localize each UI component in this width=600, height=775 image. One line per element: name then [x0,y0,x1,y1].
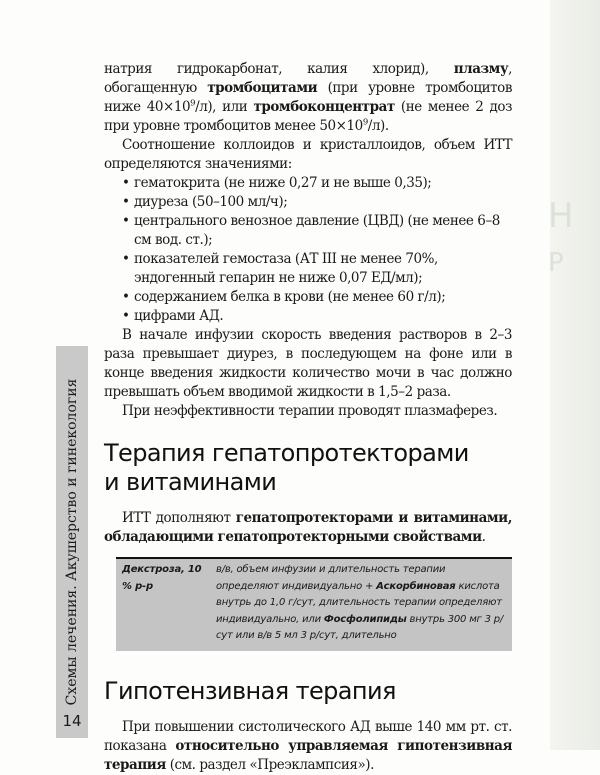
page-content [104,60,512,775]
list-item: • центрального венозное давление (ЦВД) (не менее 6–8 см вод. ст.); [104,212,512,250]
plasmapheresis-paragraph: При неэффективности терапии проводят плазмаферез. [122,403,498,419]
ratio-paragraph: Соотношение коллоидов и кристаллоидов, объем ИТТ определяются значениями: [104,137,512,172]
hypotensive-paragraph: При повышении систолического АД выше 140 мм рт. ст. показана относительно управляемая гипотензивная терапия (см. раздел «Преэклампсия»). [104,718,512,773]
list-item: • показателей гемостаза (АТ III не менее 70%, эндогенный гепарин не ниже 0,07 ЕД/мл); [104,250,512,288]
page-number: 14 [62,712,82,730]
sidebar-chapter-label: Схемы лечения. Акушерство и гинекология [64,378,80,706]
list-item: • диуреза (50–100 мл/ч); [104,193,512,212]
list-item: • гематокрита (не ниже 0,27 и не выше 0,35); [104,174,512,193]
bleed-through-glyph: Н [548,196,574,236]
drug-name-cell: Декстроза, 10 % р-р [122,564,202,592]
drug-regimen-table [116,557,512,651]
facing-page-edge [550,0,600,750]
infusion-paragraph: В начале инфузии скорость введения растворов в 2–3 раза превышает диурез, в последующем на фоне или в конце введения жидкости количество мочи в час должно превышать объем вводимой жидкости в 1,5–2 раза. [104,327,512,400]
list-item: • цифрами АД. [104,307,512,326]
drug-description-cell: в/в, объем инфузии и длительность терапии определяют индивидуально + Аскорбиновая кислота внутрь до 1,0 г/сут, длительность терапии определяют индивидуально, или Фосфолипиды внутрь 300 мг 3 р/сут или в/в 5 мл 3 р/сут, длительно [216,564,504,641]
list-item: • содержанием белка в крови (не менее 60 г/л); [104,288,512,307]
criteria-list [104,174,512,326]
table-row [116,558,512,651]
hepatoprotector-intro: ИТТ дополняют гепатопротекторами и витаминами, обладающими гепатопротекторными свойствами. [104,510,512,545]
continuation-paragraph: натрия гидрокарбонат, калия хлорид), плазму, обогащенную тромбоцитами (при уровне тромбоцитов ниже $40\times 10^9/л$), или тромбоконцентрат (не менее 2 доз при уровне тромбоцитов менее $50\times 10^9/л$). [104,61,512,134]
bleed-through-glyph: Р [548,248,564,278]
section-heading-hypotensive: Гипотензивная терапия [104,676,396,705]
section-heading-hepatoprotectors: Терапия гепатопротекторами и витаминами [104,439,469,496]
